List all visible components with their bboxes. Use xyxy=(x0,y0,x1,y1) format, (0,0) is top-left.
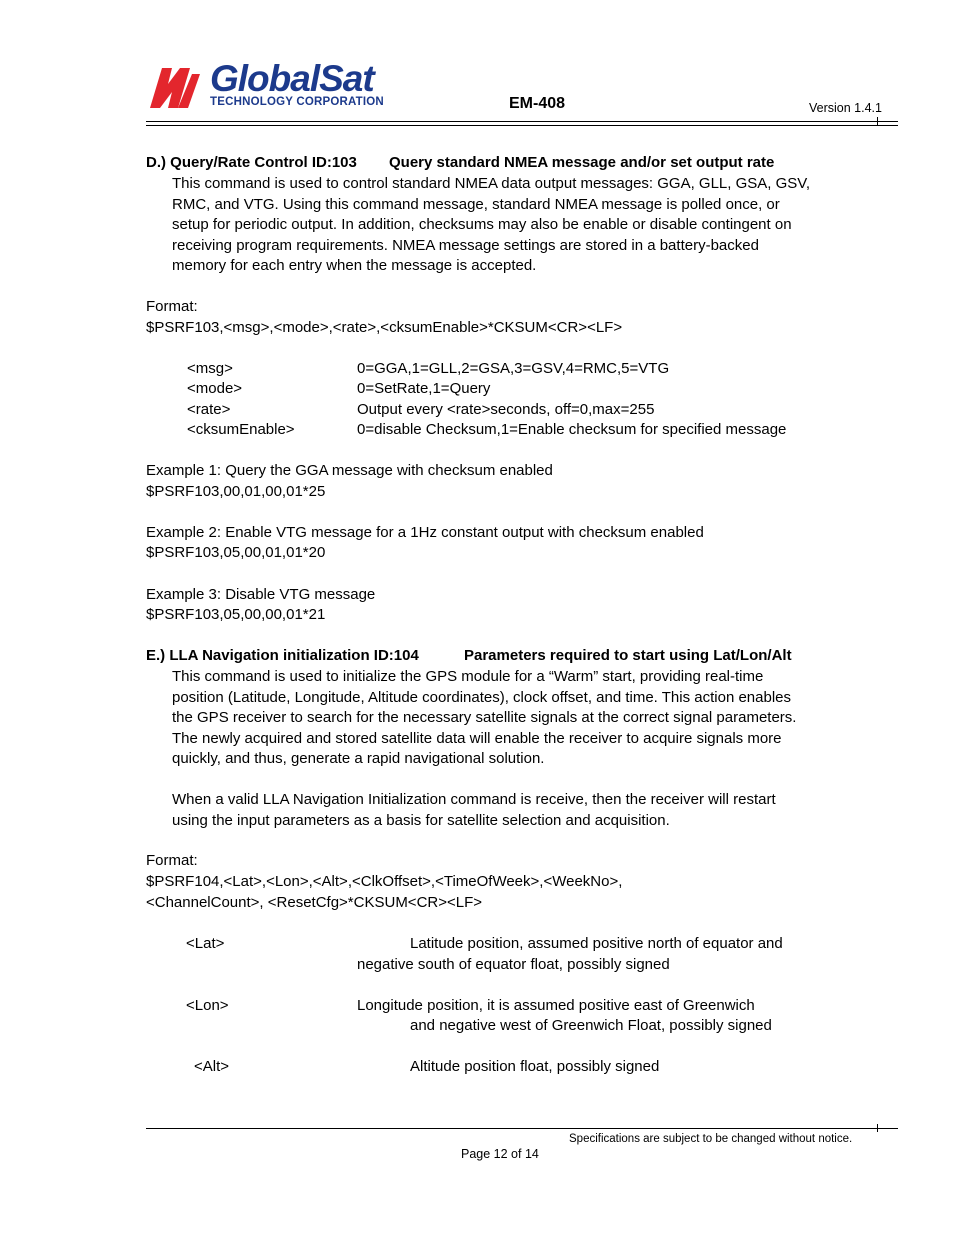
param-name: <msg> xyxy=(187,360,233,377)
param-name: <cksumEnable> xyxy=(187,421,295,438)
param-name: <Alt> xyxy=(194,1058,230,1075)
section-d-paragraph xyxy=(172,174,810,277)
section-d-heading-desc: Query standard NMEA message and/or set output rate xyxy=(389,154,775,171)
example-code: $PSRF103,05,00,00,01*21 xyxy=(146,606,326,623)
header-rule-top xyxy=(146,121,898,122)
section-e-paragraph xyxy=(172,667,796,770)
param-name: <Lat> xyxy=(186,935,225,952)
document-model: EM-408 xyxy=(509,95,566,112)
param-name: <mode> xyxy=(187,380,243,397)
paragraph-line: quickly, and thus, generate a rapid navigational solution. xyxy=(172,750,545,767)
paragraph-line: setup for periodic output. In addition, checksums may also be enable or disable contingent on xyxy=(172,216,792,233)
footer-notice: Specifications are subject to be changed without notice. xyxy=(569,1133,853,1145)
param-name: <rate> xyxy=(187,401,231,418)
example-title: Example 1: Query the GGA message with checksum enabled xyxy=(146,462,553,479)
section-e-heading: E.) LLA Navigation initialization ID:104 xyxy=(146,647,419,664)
paragraph-line: memory for each entry when the message is accepted. xyxy=(172,257,537,274)
format-string: <ChannelCount>, <ResetCfg>*CKSUM<CR><LF> xyxy=(146,894,483,911)
example-title: Example 2: Enable VTG message for a 1Hz constant output with checksum enabled xyxy=(146,524,704,541)
param-desc: 0=GGA,1=GLL,2=GSA,3=GSV,4=RMC,5=VTG xyxy=(357,360,670,377)
logo-mark-icon xyxy=(150,68,200,108)
param-desc: Output every <rate>seconds, off=0,max=255 xyxy=(357,401,655,418)
document-version: Version 1.4.1 xyxy=(809,101,882,115)
param-desc: negative south of equator float, possibly signed xyxy=(357,956,670,973)
format-string: $PSRF104,<Lat>,<Lon>,<Alt>,<ClkOffset>,<TimeOfWeek>,<WeekNo>, xyxy=(146,873,623,890)
footer-rule xyxy=(146,1128,898,1129)
section-e-paragraph-2 xyxy=(172,790,776,831)
example-code: $PSRF103,00,01,00,01*25 xyxy=(146,483,326,500)
example-title: Example 3: Disable VTG message xyxy=(146,586,376,603)
param-desc: and negative west of Greenwich Float, possibly signed xyxy=(410,1017,772,1034)
section-d-heading: D.) Query/Rate Control ID:103 xyxy=(146,154,357,171)
format-label: Format: xyxy=(146,298,198,315)
paragraph-line: When a valid LLA Navigation Initialization command is receive, then the receiver will restart xyxy=(172,791,776,808)
paragraph-line: the GPS receiver to search for the necessary satellite signals at the correct signal parameters. xyxy=(172,709,797,726)
param-desc: Longitude position, it is assumed positive east of Greenwich xyxy=(357,997,755,1014)
header-rule-bottom xyxy=(146,125,898,126)
footer-rule-tick xyxy=(877,1124,878,1132)
paragraph-line: This command is used to control standard NMEA data output messages: GGA, GLL, GSA, GSV, xyxy=(172,175,811,192)
paragraph-line: position (Latitude, Longitude, Altitude coordinates), clock offset, and time. This action enables xyxy=(172,688,791,706)
header-rule-tick xyxy=(877,117,878,125)
param-desc: Latitude position, assumed positive north of equator and xyxy=(410,935,783,952)
page-number: Page 12 of 14 xyxy=(461,1147,539,1161)
paragraph-line: using the input parameters as a basis for satellite selection and acquisition. xyxy=(172,811,670,829)
param-desc: Altitude position float, possibly signed xyxy=(410,1058,660,1075)
logo-subtitle-text: TECHNOLOGY CORPORATION xyxy=(210,96,384,108)
paragraph-line: RMC, and VTG. Using this command message, standard NMEA message is polled once, or xyxy=(172,195,780,213)
format-label: Format: xyxy=(146,852,198,869)
format-string: $PSRF103,<msg>,<mode>,<rate>,<cksumEnable>*CKSUM<CR><LF> xyxy=(146,319,623,336)
section-e-heading-desc: Parameters required to start using Lat/Lon/Alt xyxy=(464,647,792,664)
param-name: <Lon> xyxy=(186,997,229,1014)
example-code: $PSRF103,05,00,01,01*20 xyxy=(146,544,326,561)
paragraph-line: The newly acquired and stored satellite data will enable the receiver to acquire signals more xyxy=(172,729,782,747)
param-desc: 0=disable Checksum,1=Enable checksum for specified message xyxy=(357,421,787,438)
paragraph-line: This command is used to initialize the GPS module for a “Warm” start, providing real-time xyxy=(172,668,764,685)
logo-brand-text: GlobalSat xyxy=(210,58,374,99)
company-logo xyxy=(148,58,396,112)
param-desc: 0=SetRate,1=Query xyxy=(357,380,491,397)
paragraph-line: receiving program requirements. NMEA message settings are stored in a battery-backed xyxy=(172,236,759,254)
